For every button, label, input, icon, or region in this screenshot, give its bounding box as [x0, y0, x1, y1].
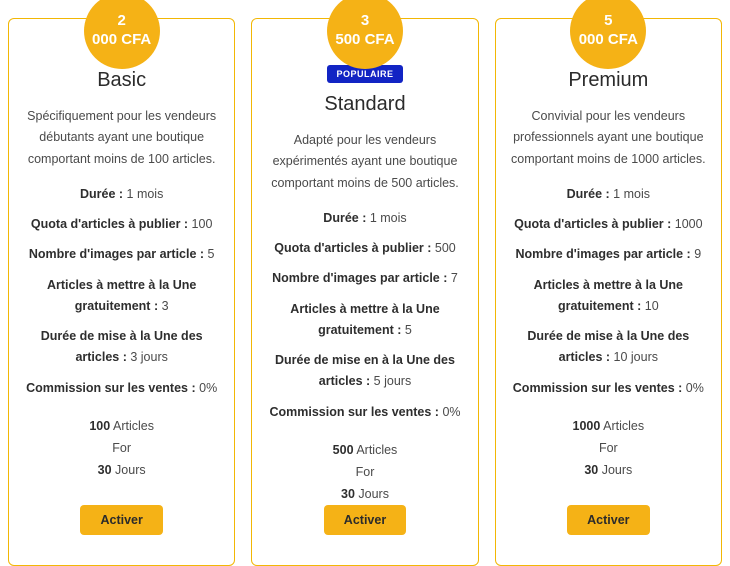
popular-badge: POPULAIRE: [327, 65, 402, 83]
summary-duration-unit: Jours: [354, 486, 389, 501]
feature-value: 500: [431, 241, 456, 255]
feature-label: Durée :: [79, 186, 124, 201]
price-amount-top: 5: [604, 12, 613, 30]
feature-item: [266, 350, 463, 393]
summary-article-unit: Articles: [600, 418, 645, 433]
summary-article-unit: Articles: [110, 418, 154, 433]
price-badge: [327, 0, 403, 69]
activate-button[interactable]: Activer: [567, 505, 649, 535]
feature-value: 9: [690, 247, 702, 262]
feature-item: [266, 268, 463, 289]
feature-value: 0%: [438, 404, 461, 419]
feature-value: 10 jours: [610, 350, 658, 365]
feature-item: [23, 326, 220, 369]
feature-item: [510, 378, 707, 399]
summary-duration-line: [333, 484, 398, 506]
plan-card-standard: [251, 12, 478, 566]
summary-articles-line: [89, 416, 154, 438]
feature-item: [23, 378, 220, 399]
feature-label: Quota d'articles à publier :: [274, 241, 432, 255]
feature-item: [510, 326, 707, 369]
feature-value: 7: [447, 271, 458, 286]
summary-duration-count: 30: [584, 462, 599, 477]
plan-summary: [89, 416, 154, 482]
feature-value: 3 jours: [126, 350, 168, 365]
feature-label: Articles à mettre à la Une gratuitement :: [46, 277, 197, 313]
plan-title: Basic: [97, 69, 147, 91]
feature-label: Durée de mise à la Une des articles :: [40, 329, 203, 365]
feature-label: Durée de mise à la Une des articles :: [527, 329, 690, 365]
feature-value: 100: [188, 217, 213, 231]
plan-feature-list: [510, 184, 707, 408]
price-badge: [570, 0, 646, 69]
plan-description: Convivial pour les vendeurs professionnels ayant une boutique comportant moins de 1000 articles.: [511, 109, 706, 166]
activate-button[interactable]: Activer: [80, 505, 162, 535]
feature-value: 10: [641, 298, 659, 313]
summary-duration-unit: Jours: [111, 462, 146, 477]
plan-description: Adapté pour les vendeurs expérimentés ayant une boutique comportant moins de 500 articles.: [271, 133, 459, 190]
summary-duration-unit: Jours: [598, 462, 633, 477]
feature-item: [23, 214, 220, 235]
summary-article-count: 500: [332, 442, 354, 457]
feature-label: Durée :: [566, 186, 610, 201]
feature-value: 1000: [671, 217, 703, 231]
feature-value: 5: [204, 247, 215, 262]
summary-article-unit: Articles: [353, 442, 398, 457]
feature-item: [266, 208, 463, 229]
summary-articles-line: [333, 440, 398, 462]
feature-item: [510, 214, 707, 235]
plan-summary: [573, 416, 645, 482]
feature-value: 1 mois: [366, 210, 407, 225]
feature-label: Nombre d'images par article :: [272, 271, 448, 286]
feature-value: 0%: [682, 380, 704, 395]
activate-button[interactable]: Activer: [324, 505, 406, 535]
plan-feature-list: [266, 208, 463, 432]
price-amount-top: 2: [117, 12, 126, 30]
feature-value: 0%: [195, 380, 218, 395]
feature-value: 5: [401, 322, 412, 337]
feature-label: Articles à mettre à la Une gratuitement :: [533, 277, 683, 313]
feature-item: [510, 244, 707, 265]
summary-for-label: For: [112, 440, 132, 455]
feature-value: 1 mois: [123, 186, 164, 201]
plan-description: Spécifiquement pour les vendeurs débutants ayant une boutique comportant moins de 100 articles.: [27, 109, 217, 166]
plan-summary: [333, 440, 398, 506]
plan-title: Standard: [324, 93, 406, 115]
feature-label: Quota d'articles à publier :: [30, 217, 189, 231]
feature-label: Commission sur les ventes :: [269, 404, 439, 419]
summary-duration-line: [573, 460, 645, 482]
feature-item: [510, 184, 707, 205]
feature-label: Durée de mise en à la Une des articles :: [275, 353, 455, 389]
feature-label: Quota d'articles à publier :: [514, 217, 672, 231]
feature-label: Durée :: [323, 210, 367, 225]
price-amount-bottom: 500 CFA: [335, 31, 395, 48]
summary-article-count: 100: [89, 418, 111, 433]
feature-value: 5 jours: [370, 374, 412, 389]
feature-item: [23, 275, 220, 318]
plan-feature-list: [23, 184, 220, 408]
feature-item: [266, 299, 463, 342]
feature-label: Commission sur les ventes :: [26, 380, 196, 395]
price-amount-bottom: 000 CFA: [578, 31, 638, 48]
summary-article-count: 1000: [572, 418, 601, 433]
feature-item: [266, 238, 463, 259]
feature-item: [266, 402, 463, 423]
summary-duration-count: 30: [97, 462, 112, 477]
price-amount-top: 3: [360, 12, 370, 30]
price-amount-bottom: 000 CFA: [92, 31, 152, 48]
price-badge: [84, 0, 160, 69]
feature-label: Nombre d'images par article :: [515, 247, 691, 262]
feature-item: [23, 244, 220, 265]
feature-item: [510, 275, 707, 318]
summary-duration-line: [89, 460, 154, 482]
feature-label: Articles à mettre à la Une gratuitement :: [290, 301, 440, 337]
summary-articles-line: [573, 416, 645, 438]
plan-card-premium: [495, 12, 722, 566]
summary-duration-count: 30: [341, 486, 355, 501]
feature-label: Nombre d'images par article :: [28, 247, 205, 262]
summary-for-label: For: [355, 464, 375, 479]
plan-card-basic: [8, 12, 235, 566]
plan-title: Premium: [568, 69, 649, 91]
feature-item: [23, 184, 220, 205]
feature-label: Commission sur les ventes :: [512, 380, 683, 395]
feature-value: 1 mois: [609, 186, 650, 201]
feature-value: 3: [158, 298, 169, 313]
summary-for-label: For: [598, 440, 618, 455]
